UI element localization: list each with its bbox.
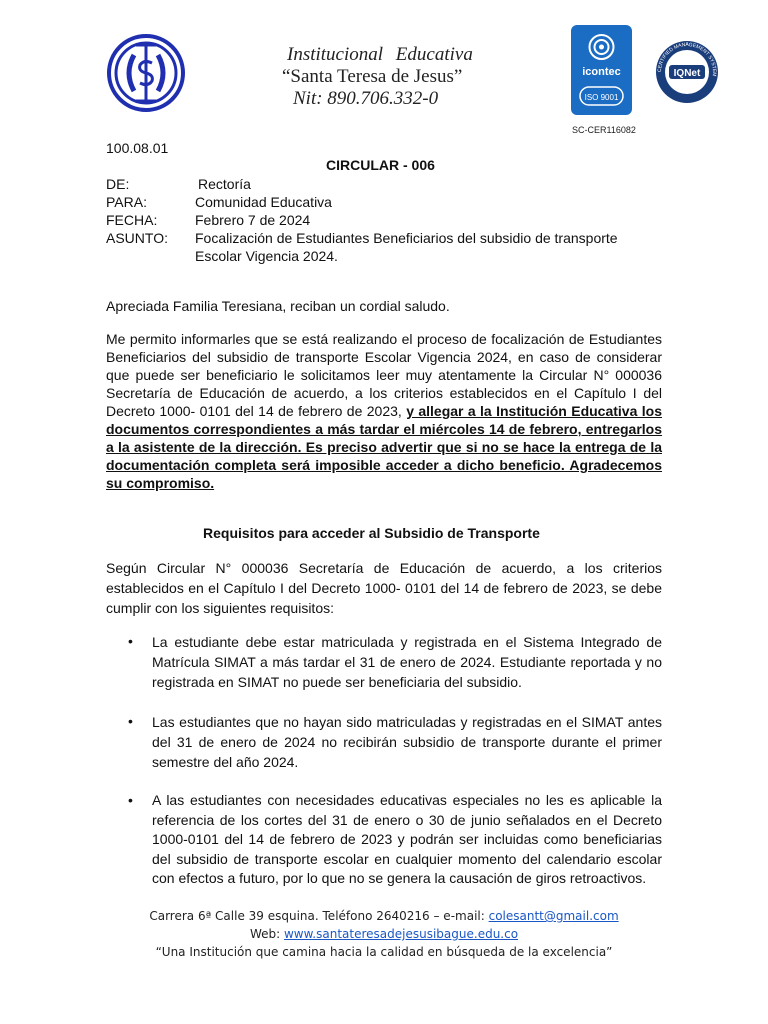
requirements-intro: Según Circular N° 000036 Secretaría de Educación de acuerdo, a los criterios establecidos en el Capítulo I del Decreto 1000- 0101 del 14 de febrero de 2023, se debe cumplir con los siguientes requisitos:: [106, 560, 662, 616]
footer-email-link[interactable]: colesantt@gmail.com: [488, 909, 619, 923]
subject-label: ASUNTO:: [106, 230, 168, 246]
institution-nit: Nit: 890.706.332-0: [293, 88, 439, 109]
greeting: Apreciada Familia Teresiana, reciban un cordial saludo.: [106, 298, 450, 314]
footer-slogan: “Una Institución que camina hacia la calidad en búsqueda de la excelencia”: [155, 945, 613, 959]
circular-title: CIRCULAR - 006: [326, 157, 435, 173]
bullet-marker: •: [128, 633, 133, 649]
bullet-marker: •: [128, 713, 133, 729]
institution-type: Institucional Educativa: [287, 44, 473, 65]
icontec-label: icontec: [582, 66, 621, 78]
from-value: Rectoría: [198, 176, 251, 192]
footer-address: Carrera 6ª Calle 39 esquina. Teléfono 2640216 – e-mail:: [149, 909, 489, 923]
iqnet-logo: [654, 39, 720, 105]
to-label: PARA:: [106, 194, 147, 210]
main-paragraph-emphasis: y allegar a la Institución Educativa los documentos correspondientes a más tardar el miércoles 14 de febrero, entregarlos a la asistente de la dirección. Es preciso advertir que si no se hace la entrega de la documentación completa será imposible acceder a dicho beneficio. Agradecemos su compromiso.: [106, 403, 662, 491]
school-logo: [106, 33, 186, 113]
date-value: Febrero 7 de 2024: [195, 212, 311, 228]
school-crest-icon: [106, 33, 186, 113]
document-reference: 100.08.01: [106, 140, 169, 156]
from-label: DE:: [106, 176, 130, 192]
bullet-marker: •: [128, 792, 133, 808]
requirement-item-2: Las estudiantes que no hayan sido matriculadas y registradas en el SIMAT antes del 31 de enero de 2024 no recibirán subsidio de transporte durante el primer semestre del año 2024.: [152, 714, 662, 770]
institution-name: “Santa Teresa de Jesus”: [282, 66, 463, 87]
iqnet-ring-text: CERTIFIED MANAGEMENT SYSTEM: [656, 41, 718, 77]
subject-value: Focalización de Estudiantes Beneficiarios del subsidio de transporte Escolar Vigencia 2024.: [195, 230, 618, 264]
icontec-icon: [571, 25, 632, 115]
footer-web-label: Web:: [249, 927, 284, 941]
main-paragraph: [106, 330, 662, 492]
iso-label: ISO 9001: [584, 93, 619, 102]
institution-header: [270, 44, 510, 110]
certificate-code: SC-CER116082: [572, 125, 636, 135]
main-paragraph-text: Me permito informarles que se está realizando el proceso de focalización de Estudiantes Beneficiarios del subsidio de transporte Escolar Vigencia 2024, en caso de considerar que puede ser beneficiario le solicitamos leer muy atentamente la Circular N° 000036 Secretaría de Educación de acuerdo, a los criterios establecidos en el Capítulo I del Decreto 1000- 0101 del 14 de febrero de 2023,: [106, 331, 662, 419]
to-value: Comunidad Educativa: [195, 194, 332, 210]
requirement-item-1: La estudiante debe estar matriculada y registrada en el Sistema Integrado de Matrícula SIMAT a más tardar el 31 de enero de 2024. Estudiante reportada y no registrada en SIMAT no puede ser beneficiaria del subsidio.: [152, 634, 662, 690]
footer-web: [0, 925, 768, 943]
section-title: Requisitos para acceder al Subsidio de Transporte: [203, 525, 540, 541]
footer-contact: [0, 907, 768, 925]
date-label: FECHA:: [106, 212, 158, 228]
footer-web-link[interactable]: www.santateresadejesusibague.edu.co: [283, 927, 519, 941]
requirement-item-3: A las estudiantes con necesidades educativas especiales no les es aplicable la referencia de los cortes del 31 de enero o 30 de junio señalados en el Decreto 1000-0101 del 14 de febrero de 2023 y podrán ser incluidas como beneficiarias del subsidio de transporte escolar en cualquier momento del calendario escolar con efectos a futuro, por lo que no se genera la causación de giros retroactivos.: [152, 792, 662, 886]
iqnet-icon: [654, 39, 720, 105]
iqnet-label: IQNet: [673, 68, 701, 79]
icontec-logo: [571, 25, 632, 115]
